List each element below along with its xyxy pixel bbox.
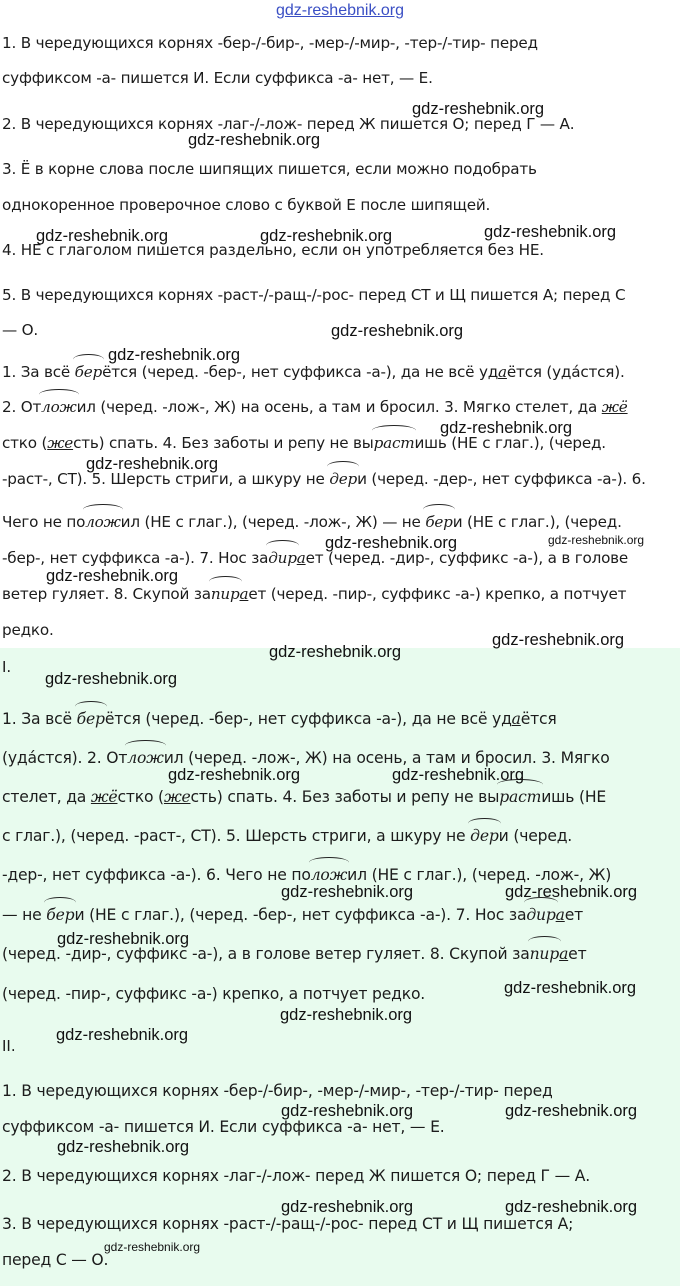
watermark: gdz-reshebnik.org — [36, 227, 169, 245]
root-mark: лож — [41, 398, 77, 416]
watermark: gdz-reshebnik.org — [57, 1138, 190, 1156]
example-line: ветер гуляет. 8. Скупой запирает (черед. -пир-, суффикс -а-) крепко, а потчует — [2, 585, 627, 603]
watermark: gdz-reshebnik.org — [281, 1102, 414, 1120]
site-link[interactable]: gdz-reshebnik.org — [275, 2, 405, 19]
example-line: -бер-, нет суффикса -а-). 7. Нос задирает (черед. -дир-, суффикс -а-), а в голове — [2, 549, 629, 567]
example-line: -раст-, СТ). 5. Шерсть стриги, а шкуру не дери (черед. -дер-, нет суффикса -а-). 6. — [2, 470, 646, 488]
watermark: gdz-reshebnik.org — [56, 1026, 189, 1044]
root-mark: бер — [425, 513, 453, 531]
watermark: gdz-reshebnik.org — [505, 883, 638, 901]
answer-block — [0, 648, 680, 1286]
rule-line: 2. В чередующихся корнях -лаг-/-лож- перед Ж пишется О; перед Г — А. — [2, 1167, 591, 1185]
watermark: gdz-reshebnik.org — [505, 1198, 638, 1216]
section-label: II. — [2, 1037, 16, 1055]
example-line: с глаг.), (черед. -раст-, СТ). 5. Шерсть стриги, а шкуру не дери (черед. — [2, 827, 573, 845]
example-line: Чего не положил (НЕ с глаг.), (черед. -лож-, Ж) — не бери (НЕ с глаг.), (черед. — [2, 513, 622, 531]
root-mark: бер — [76, 710, 105, 728]
rule-line: 2. В чередующихся корнях -лаг-/-лож- перед Ж пишется О; перед Г — А. — [2, 115, 575, 133]
example-line: 1. За всё берётся (черед. -бер-, нет суффикса -а-), да не всё удаётся (уда́стся). — [2, 363, 625, 381]
watermark: gdz-reshebnik.org — [45, 670, 178, 688]
watermark: gdz-reshebnik.org — [325, 534, 458, 552]
root-mark: пир — [529, 945, 560, 963]
watermark: gdz-reshebnik.org — [269, 643, 402, 661]
example-line: (черед. -пир-, суффикс -а-) крепко, а потчует редко. — [2, 985, 426, 1003]
root-mark: пир — [210, 585, 240, 603]
root-mark: бер — [46, 906, 75, 924]
watermark: gdz-reshebnik.org — [492, 631, 625, 649]
root-mark: дер — [329, 470, 358, 488]
watermark: gdz-reshebnik.org — [505, 1102, 638, 1120]
watermark: gdz-reshebnik.org — [57, 930, 190, 948]
root-mark: раст — [373, 434, 415, 452]
watermark: gdz-reshebnik.org — [46, 567, 179, 585]
watermark: gdz-reshebnik.org — [104, 1240, 201, 1254]
rule-line: 1. В чередующихся корнях -бер-/-бир-, -мер-/-мир-, -тер-/-тир- перед — [2, 1082, 553, 1100]
example-line: -дер-, нет суффикса -а-). 6. Чего не положил (НЕ с глаг.), (черед. -лож-, Ж) — [2, 866, 612, 884]
root-mark: раст — [499, 788, 542, 806]
example-line: стко (жесть) спать. 4. Без заботы и репу не вырастишь (НЕ с глаг.), (черед. — [2, 434, 606, 452]
rule-line: однокоренное проверочное слово с буквой Е после шипящей. — [2, 196, 491, 214]
rule-line: 5. В чередующихся корнях -раст-/-ращ-/-рос- перед СТ и Щ пишется А; перед С — [2, 286, 626, 304]
watermark: gdz-reshebnik.org — [188, 131, 321, 149]
rule-line: 3. Ё в корне слова после шипящих пишется, если можно подобрать — [2, 160, 537, 178]
example-line: редко. — [2, 621, 54, 639]
example-line: (уда́стся). 2. Отложил (черед. -лож-, Ж) на осень, а там и бросил. 3. Мягко — [2, 749, 610, 767]
watermark: gdz-reshebnik.org — [548, 533, 645, 547]
rule-line: 4. НЕ с глаголом пишется раздельно, если он употребляется без НЕ. — [2, 241, 544, 259]
rule-line: 1. В чередующихся корнях -бер-/-бир-, -мер-/-мир-, -тер-/-тир- перед — [2, 34, 538, 52]
rule-line: суффиксом -а- пишется И. Если суффикса -а- нет, — Е. — [2, 69, 433, 87]
watermark: gdz-reshebnik.org — [168, 766, 301, 784]
watermark: gdz-reshebnik.org — [108, 346, 241, 364]
root-mark: лож — [310, 866, 348, 884]
root-mark: бер — [74, 363, 103, 381]
watermark: gdz-reshebnik.org — [281, 1198, 414, 1216]
root-mark: лож — [85, 513, 121, 531]
example-line: стелет, да жёстко (жесть) спать. 4. Без заботы и репу не вырастишь (НЕ — [2, 788, 607, 806]
rule-line: — О. — [2, 321, 38, 339]
rule-line: перед С — О. — [2, 1251, 109, 1269]
root-mark: дир — [526, 906, 556, 924]
example-line: 2. Отложил (черед. -лож-, Ж) на осень, а там и бросил. 3. Мягко стелет, да жё — [2, 398, 628, 416]
rule-line: суффиксом -а- пишется И. Если суффикса -а- нет, — Е. — [2, 1118, 445, 1136]
watermark: gdz-reshebnik.org — [440, 419, 573, 437]
watermark: gdz-reshebnik.org — [331, 322, 464, 340]
root-mark: дер — [470, 827, 499, 845]
watermark: gdz-reshebnik.org — [280, 1006, 413, 1024]
root-mark: дир — [268, 549, 297, 567]
example-line: (черед. -дир-, суффикс -а-), а в голове ветер гуляет. 8. Скупой запирает — [2, 945, 587, 963]
rule-line: 3. В чередующихся корнях -раст-/-ращ-/-рос- перед СТ и Щ пишется А; — [2, 1215, 574, 1233]
section-label: I. — [2, 658, 12, 676]
watermark: gdz-reshebnik.org — [86, 455, 219, 473]
watermark: gdz-reshebnik.org — [260, 227, 393, 245]
watermark: gdz-reshebnik.org — [392, 766, 525, 784]
watermark: gdz-reshebnik.org — [484, 223, 617, 241]
root-mark: лож — [127, 749, 164, 767]
watermark: gdz-reshebnik.org — [281, 883, 414, 901]
example-line: — не бери (НЕ с глаг.), (черед. -бер-, нет суффикса -а-). 7. Нос задирает — [2, 906, 584, 924]
example-line: 1. За всё берётся (черед. -бер-, нет суффикса -а-), да не всё удаётся — [2, 710, 557, 728]
watermark: gdz-reshebnik.org — [412, 100, 545, 118]
watermark: gdz-reshebnik.org — [504, 979, 637, 997]
